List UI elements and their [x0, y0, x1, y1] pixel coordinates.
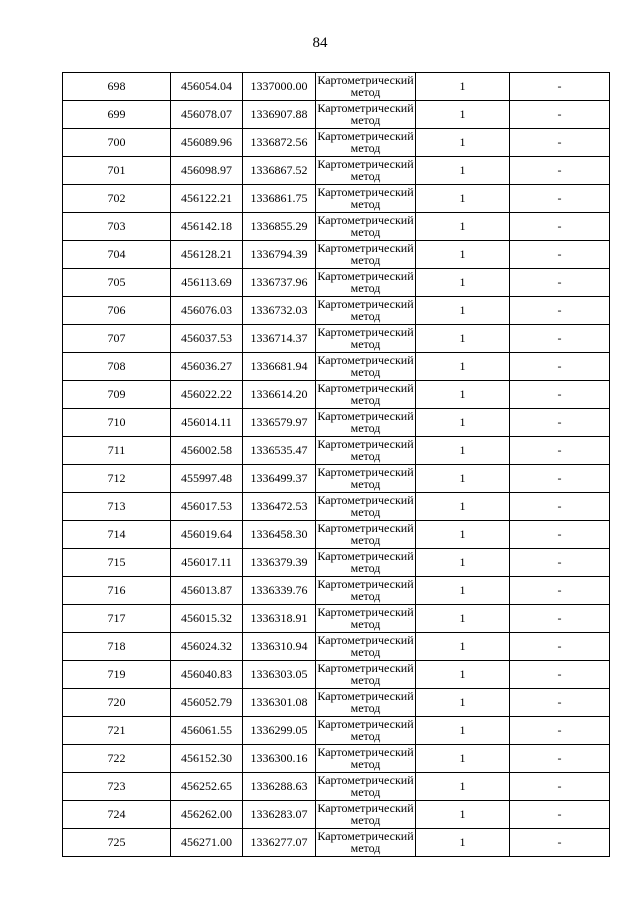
- method-text: Картометрический метод: [317, 577, 414, 603]
- note-cell: -: [510, 409, 610, 437]
- point-number-cell: 702: [63, 185, 171, 213]
- method-text: Картометрический метод: [317, 829, 414, 855]
- y-coordinate-cell: 1336458.30: [243, 521, 316, 549]
- note-cell: -: [510, 801, 610, 829]
- table-row: [63, 409, 610, 437]
- y-coordinate-cell: 1336318.91: [243, 605, 316, 633]
- x-coordinate-cell: 456040.83: [171, 661, 243, 689]
- method-cell: [316, 493, 416, 521]
- y-coordinate-cell: 1336614.20: [243, 381, 316, 409]
- y-coordinate-cell: 1336855.29: [243, 213, 316, 241]
- x-coordinate-cell: 456002.58: [171, 437, 243, 465]
- accuracy-cell: 1: [416, 493, 510, 521]
- method-text: Картометрический метод: [317, 437, 414, 463]
- y-coordinate-cell: 1336907.88: [243, 101, 316, 129]
- note-cell: -: [510, 605, 610, 633]
- accuracy-cell: 1: [416, 633, 510, 661]
- method-text: Картометрический метод: [317, 409, 414, 435]
- x-coordinate-cell: 456022.22: [171, 381, 243, 409]
- point-number-cell: 722: [63, 745, 171, 773]
- method-cell: [316, 577, 416, 605]
- method-cell: [316, 521, 416, 549]
- y-coordinate-cell: 1336310.94: [243, 633, 316, 661]
- accuracy-cell: 1: [416, 409, 510, 437]
- method-text: Картометрический метод: [317, 773, 414, 799]
- method-text: Картометрический метод: [317, 801, 414, 827]
- note-cell: -: [510, 353, 610, 381]
- y-coordinate-cell: 1336872.56: [243, 129, 316, 157]
- point-number-cell: 716: [63, 577, 171, 605]
- accuracy-cell: 1: [416, 521, 510, 549]
- accuracy-cell: 1: [416, 241, 510, 269]
- accuracy-cell: 1: [416, 465, 510, 493]
- table-row: [63, 129, 610, 157]
- x-coordinate-cell: 456015.32: [171, 605, 243, 633]
- point-number-cell: 725: [63, 829, 171, 857]
- method-cell: [316, 409, 416, 437]
- point-number-cell: 712: [63, 465, 171, 493]
- table-row: [63, 353, 610, 381]
- y-coordinate-cell: 1337000.00: [243, 73, 316, 101]
- x-coordinate-cell: 456142.18: [171, 213, 243, 241]
- table-row: [63, 73, 610, 101]
- y-coordinate-cell: 1336579.97: [243, 409, 316, 437]
- method-cell: [316, 829, 416, 857]
- y-coordinate-cell: 1336303.05: [243, 661, 316, 689]
- accuracy-cell: 1: [416, 101, 510, 129]
- point-number-cell: 715: [63, 549, 171, 577]
- point-number-cell: 709: [63, 381, 171, 409]
- point-number-cell: 701: [63, 157, 171, 185]
- accuracy-cell: 1: [416, 381, 510, 409]
- table-row: [63, 325, 610, 353]
- method-cell: [316, 269, 416, 297]
- y-coordinate-cell: 1336300.16: [243, 745, 316, 773]
- point-number-cell: 698: [63, 73, 171, 101]
- note-cell: -: [510, 661, 610, 689]
- method-text: Картометрический метод: [317, 269, 414, 295]
- method-text: Картометрический метод: [317, 381, 414, 407]
- point-number-cell: 700: [63, 129, 171, 157]
- table-row: [63, 213, 610, 241]
- method-text: Картометрический метод: [317, 297, 414, 323]
- method-cell: [316, 437, 416, 465]
- accuracy-cell: 1: [416, 549, 510, 577]
- y-coordinate-cell: 1336499.37: [243, 465, 316, 493]
- y-coordinate-cell: 1336288.63: [243, 773, 316, 801]
- point-number-cell: 708: [63, 353, 171, 381]
- table-row: [63, 829, 610, 857]
- x-coordinate-cell: 456122.21: [171, 185, 243, 213]
- y-coordinate-cell: 1336301.08: [243, 689, 316, 717]
- table-row: [63, 745, 610, 773]
- y-coordinate-cell: 1336299.05: [243, 717, 316, 745]
- method-cell: [316, 549, 416, 577]
- table-row: [63, 381, 610, 409]
- method-text: Картометрический метод: [317, 73, 414, 99]
- point-number-cell: 721: [63, 717, 171, 745]
- note-cell: -: [510, 549, 610, 577]
- y-coordinate-cell: 1336472.53: [243, 493, 316, 521]
- method-text: Картометрический метод: [317, 465, 414, 491]
- x-coordinate-cell: 456152.30: [171, 745, 243, 773]
- x-coordinate-cell: 456113.69: [171, 269, 243, 297]
- method-text: Картометрический метод: [317, 521, 414, 547]
- point-number-cell: 718: [63, 633, 171, 661]
- x-coordinate-cell: 456024.32: [171, 633, 243, 661]
- note-cell: -: [510, 269, 610, 297]
- method-cell: [316, 465, 416, 493]
- note-cell: -: [510, 325, 610, 353]
- method-cell: [316, 717, 416, 745]
- point-number-cell: 705: [63, 269, 171, 297]
- x-coordinate-cell: 456017.11: [171, 549, 243, 577]
- method-cell: [316, 101, 416, 129]
- table-row: [63, 549, 610, 577]
- y-coordinate-cell: 1336339.76: [243, 577, 316, 605]
- point-number-cell: 711: [63, 437, 171, 465]
- accuracy-cell: 1: [416, 129, 510, 157]
- note-cell: -: [510, 101, 610, 129]
- note-cell: -: [510, 437, 610, 465]
- table-row: [63, 269, 610, 297]
- method-cell: [316, 381, 416, 409]
- note-cell: -: [510, 633, 610, 661]
- method-text: Картометрический метод: [317, 101, 414, 127]
- method-cell: [316, 297, 416, 325]
- y-coordinate-cell: 1336535.47: [243, 437, 316, 465]
- method-text: Картометрический метод: [317, 213, 414, 239]
- table-row: [63, 605, 610, 633]
- x-coordinate-cell: 456054.04: [171, 73, 243, 101]
- x-coordinate-cell: 456037.53: [171, 325, 243, 353]
- note-cell: -: [510, 185, 610, 213]
- point-number-cell: 703: [63, 213, 171, 241]
- y-coordinate-cell: 1336681.94: [243, 353, 316, 381]
- point-number-cell: 720: [63, 689, 171, 717]
- x-coordinate-cell: 456052.79: [171, 689, 243, 717]
- x-coordinate-cell: 455997.48: [171, 465, 243, 493]
- x-coordinate-cell: 456017.53: [171, 493, 243, 521]
- note-cell: -: [510, 381, 610, 409]
- table-row: [63, 773, 610, 801]
- method-cell: [316, 129, 416, 157]
- note-cell: -: [510, 745, 610, 773]
- method-cell: [316, 353, 416, 381]
- table-row: [63, 521, 610, 549]
- accuracy-cell: 1: [416, 829, 510, 857]
- accuracy-cell: 1: [416, 213, 510, 241]
- table-row: [63, 801, 610, 829]
- note-cell: -: [510, 521, 610, 549]
- accuracy-cell: 1: [416, 157, 510, 185]
- accuracy-cell: 1: [416, 185, 510, 213]
- x-coordinate-cell: 456061.55: [171, 717, 243, 745]
- page-number: 84: [312, 35, 328, 51]
- method-cell: [316, 745, 416, 773]
- point-number-cell: 723: [63, 773, 171, 801]
- y-coordinate-cell: 1336867.52: [243, 157, 316, 185]
- table-row: [63, 661, 610, 689]
- table-row: [63, 297, 610, 325]
- point-number-cell: 710: [63, 409, 171, 437]
- point-number-cell: 717: [63, 605, 171, 633]
- note-cell: -: [510, 493, 610, 521]
- method-text: Картометрический метод: [317, 129, 414, 155]
- note-cell: -: [510, 73, 610, 101]
- x-coordinate-cell: 456014.11: [171, 409, 243, 437]
- point-number-cell: 719: [63, 661, 171, 689]
- accuracy-cell: 1: [416, 717, 510, 745]
- method-text: Картометрический метод: [317, 493, 414, 519]
- method-text: Картометрический метод: [317, 185, 414, 211]
- note-cell: -: [510, 241, 610, 269]
- accuracy-cell: 1: [416, 73, 510, 101]
- y-coordinate-cell: 1336861.75: [243, 185, 316, 213]
- method-cell: [316, 633, 416, 661]
- table-row: [63, 101, 610, 129]
- accuracy-cell: 1: [416, 269, 510, 297]
- accuracy-cell: 1: [416, 605, 510, 633]
- x-coordinate-cell: 456013.87: [171, 577, 243, 605]
- accuracy-cell: 1: [416, 325, 510, 353]
- note-cell: -: [510, 213, 610, 241]
- y-coordinate-cell: 1336379.39: [243, 549, 316, 577]
- accuracy-cell: 1: [416, 745, 510, 773]
- method-cell: [316, 213, 416, 241]
- method-cell: [316, 801, 416, 829]
- accuracy-cell: 1: [416, 577, 510, 605]
- note-cell: -: [510, 773, 610, 801]
- method-cell: [316, 689, 416, 717]
- coordinates-table: [62, 72, 610, 857]
- table-row: [63, 577, 610, 605]
- note-cell: -: [510, 157, 610, 185]
- table-row: [63, 493, 610, 521]
- y-coordinate-cell: 1336277.07: [243, 829, 316, 857]
- point-number-cell: 706: [63, 297, 171, 325]
- coordinates-table-body: [63, 73, 610, 857]
- method-cell: [316, 325, 416, 353]
- method-text: Картометрический метод: [317, 689, 414, 715]
- x-coordinate-cell: 456098.97: [171, 157, 243, 185]
- y-coordinate-cell: 1336737.96: [243, 269, 316, 297]
- method-text: Картометрический метод: [317, 353, 414, 379]
- table-row: [63, 185, 610, 213]
- x-coordinate-cell: 456089.96: [171, 129, 243, 157]
- y-coordinate-cell: 1336714.37: [243, 325, 316, 353]
- table-row: [63, 689, 610, 717]
- point-number-cell: 699: [63, 101, 171, 129]
- table-row: [63, 157, 610, 185]
- method-text: Картометрический метод: [317, 605, 414, 631]
- method-text: Картометрический метод: [317, 325, 414, 351]
- note-cell: -: [510, 829, 610, 857]
- method-cell: [316, 661, 416, 689]
- method-text: Картометрический метод: [317, 241, 414, 267]
- method-cell: [316, 185, 416, 213]
- point-number-cell: 714: [63, 521, 171, 549]
- method-text: Картометрический метод: [317, 717, 414, 743]
- method-cell: [316, 73, 416, 101]
- note-cell: -: [510, 577, 610, 605]
- method-cell: [316, 773, 416, 801]
- method-text: Картометрический метод: [317, 633, 414, 659]
- table-row: [63, 241, 610, 269]
- y-coordinate-cell: 1336732.03: [243, 297, 316, 325]
- y-coordinate-cell: 1336794.39: [243, 241, 316, 269]
- x-coordinate-cell: 456036.27: [171, 353, 243, 381]
- accuracy-cell: 1: [416, 801, 510, 829]
- x-coordinate-cell: 456252.65: [171, 773, 243, 801]
- x-coordinate-cell: 456076.03: [171, 297, 243, 325]
- method-text: Картометрический метод: [317, 661, 414, 687]
- accuracy-cell: 1: [416, 689, 510, 717]
- x-coordinate-cell: 456262.00: [171, 801, 243, 829]
- method-text: Картометрический метод: [317, 549, 414, 575]
- note-cell: -: [510, 129, 610, 157]
- method-text: Картометрический метод: [317, 745, 414, 771]
- x-coordinate-cell: 456019.64: [171, 521, 243, 549]
- point-number-cell: 707: [63, 325, 171, 353]
- accuracy-cell: 1: [416, 773, 510, 801]
- table-row: [63, 717, 610, 745]
- method-cell: [316, 241, 416, 269]
- accuracy-cell: 1: [416, 297, 510, 325]
- accuracy-cell: 1: [416, 437, 510, 465]
- accuracy-cell: 1: [416, 661, 510, 689]
- x-coordinate-cell: 456128.21: [171, 241, 243, 269]
- note-cell: -: [510, 297, 610, 325]
- method-cell: [316, 157, 416, 185]
- y-coordinate-cell: 1336283.07: [243, 801, 316, 829]
- note-cell: -: [510, 689, 610, 717]
- note-cell: -: [510, 717, 610, 745]
- point-number-cell: 724: [63, 801, 171, 829]
- x-coordinate-cell: 456271.00: [171, 829, 243, 857]
- point-number-cell: 713: [63, 493, 171, 521]
- accuracy-cell: 1: [416, 353, 510, 381]
- table-row: [63, 465, 610, 493]
- method-text: Картометрический метод: [317, 157, 414, 183]
- point-number-cell: 704: [63, 241, 171, 269]
- table-row: [63, 437, 610, 465]
- method-cell: [316, 605, 416, 633]
- x-coordinate-cell: 456078.07: [171, 101, 243, 129]
- table-row: [63, 633, 610, 661]
- note-cell: -: [510, 465, 610, 493]
